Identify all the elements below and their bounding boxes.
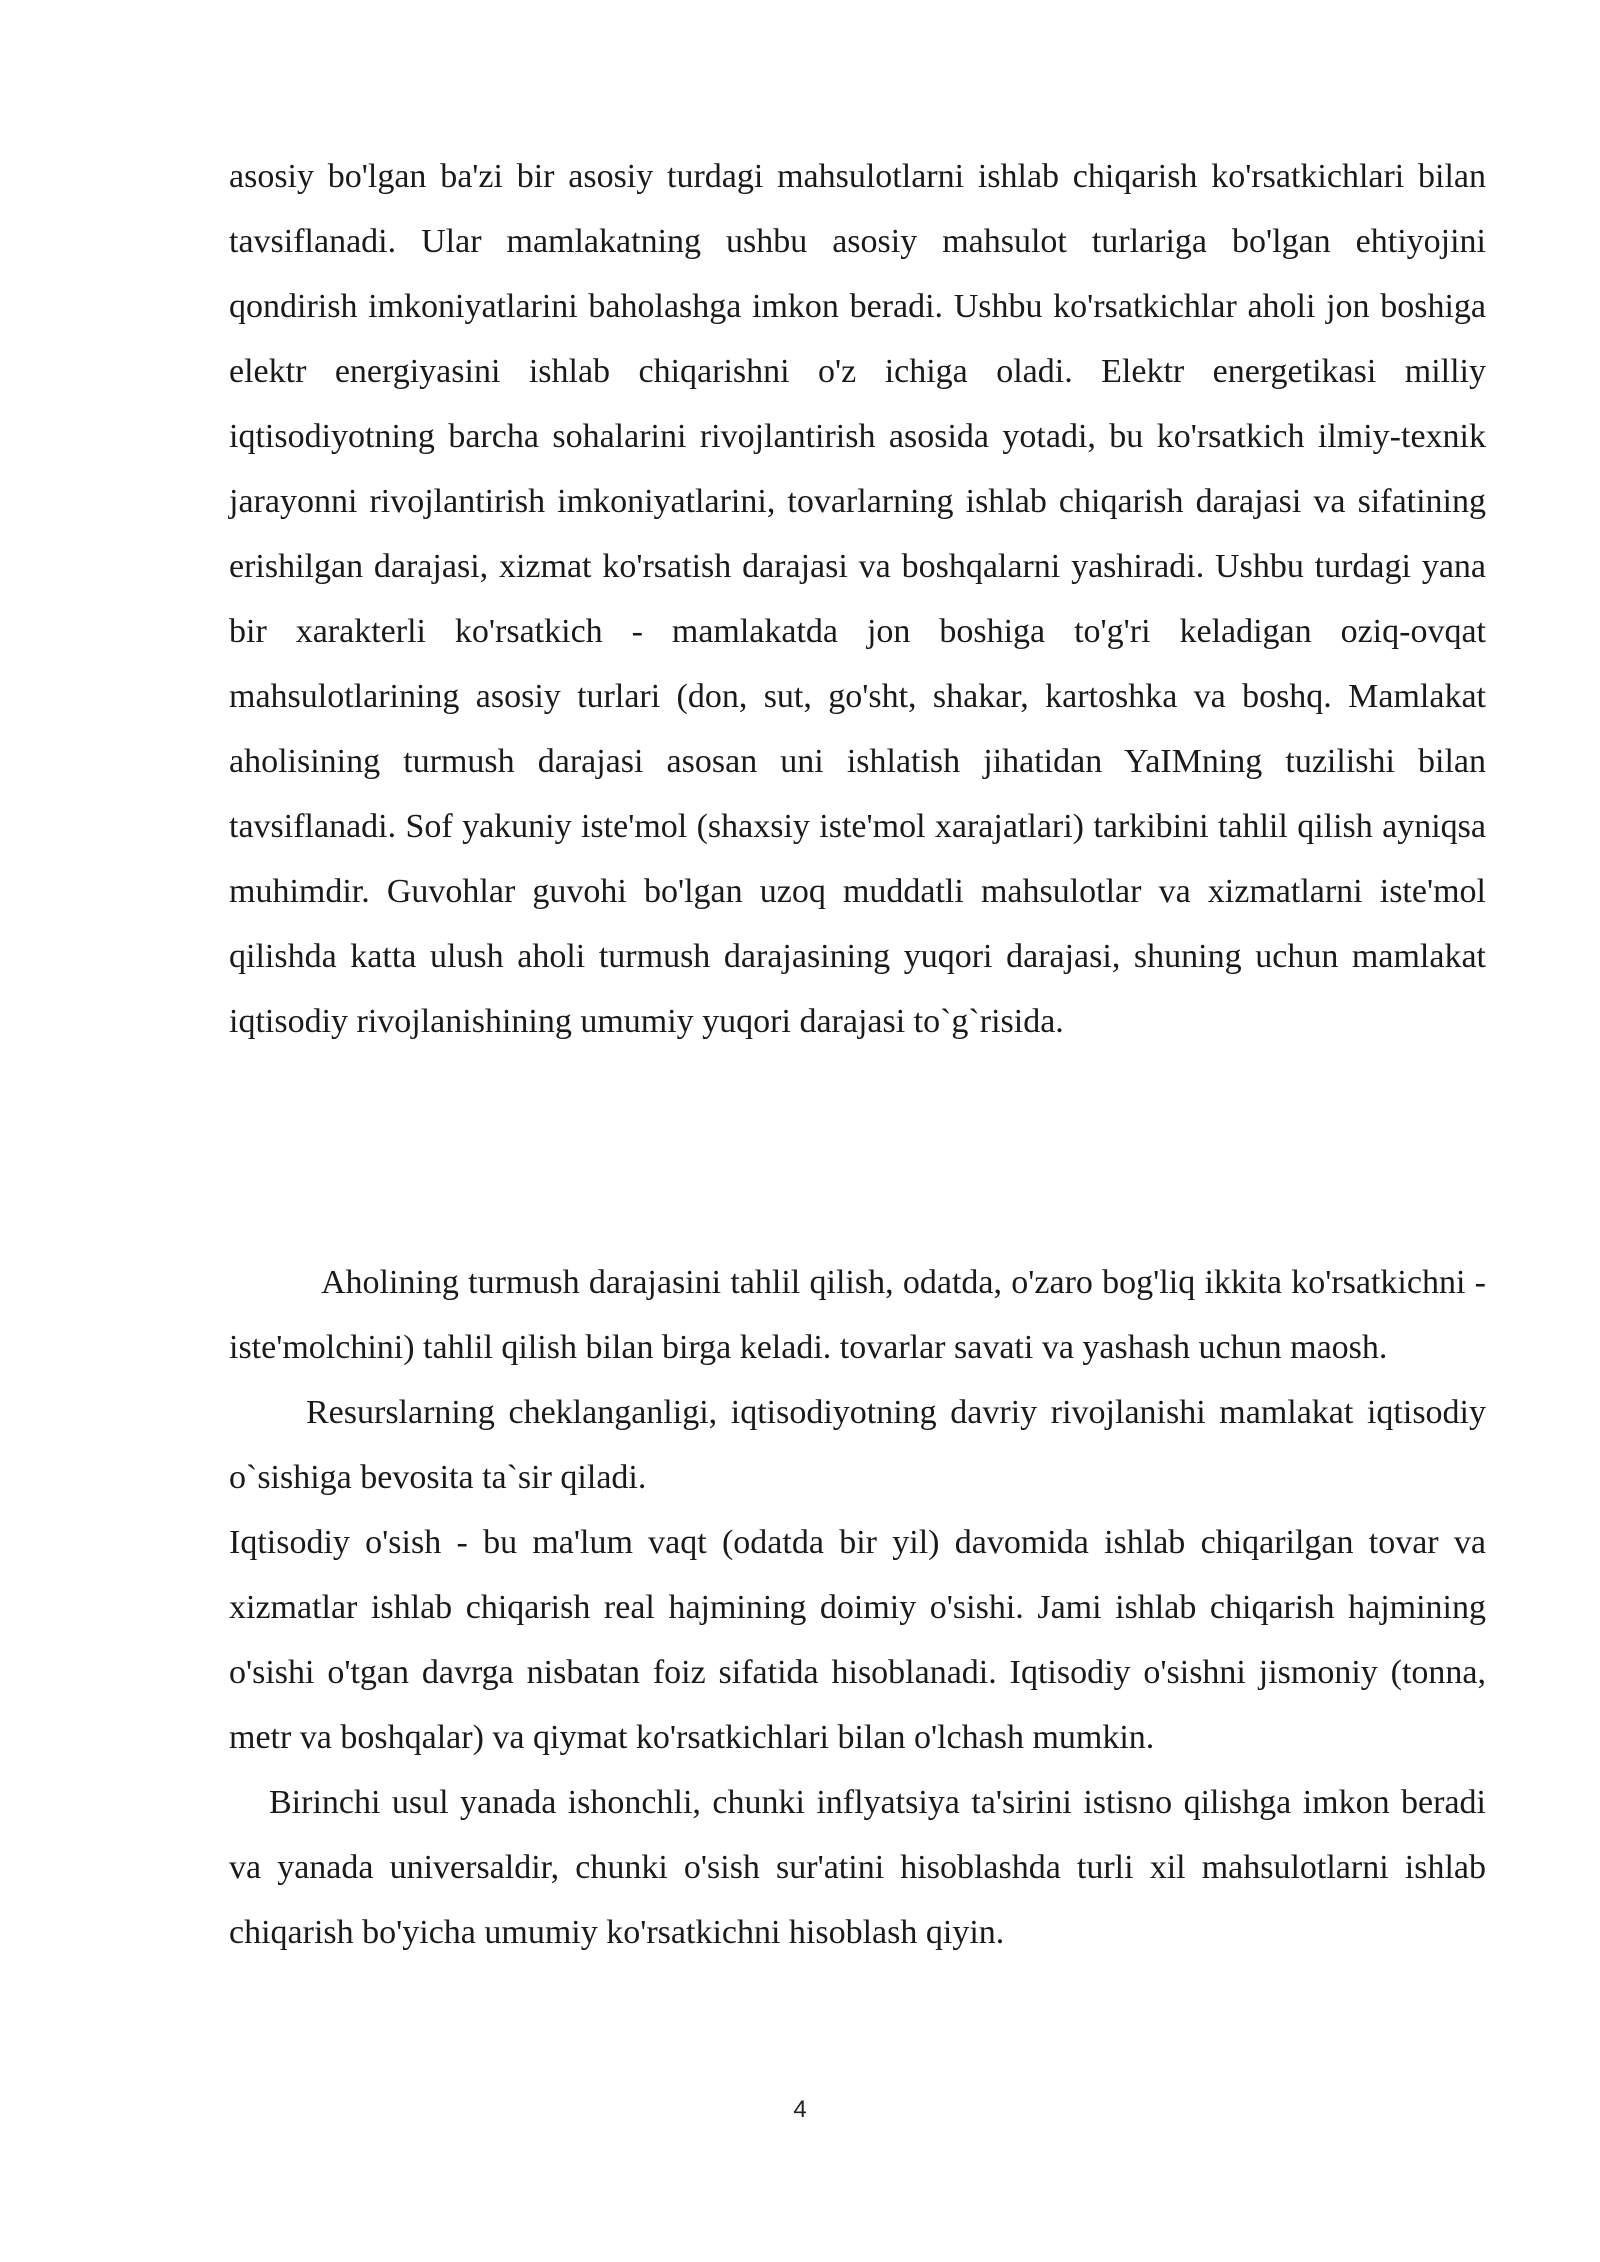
paragraph-2: Aholining turmush darajasini tahlil qilish, odatda, o'zaro bog'liq ikkita ko'rsatkichni - iste'molchini) tahlil qilish bilan birga keladi. tovarlar savati va yashash uchun maosh.	[229, 1264, 1486, 1366]
page-number: 4	[793, 2096, 807, 2123]
paragraph-4: Iqtisodiy o'sish - bu ma'lum vaqt (odatda bir yil) davomida ishlab chiqarilgan tovar va xizmatlar ishlab chiqarish real hajmining doimiy o'sishi. Jami ishlab chiqarish hajmining o'sishi o'tgan davrga nisbatan foiz sifatida hisoblanadi. Iqtisodiy o'sishni jismoniy (tonna, metr va boshqalar) va qiymat ko'rsatkichlari bilan o'lchash mumkin.	[229, 1524, 1486, 1756]
paragraph-5: Birinchi usul yanada ishonchli, chunki inflyatsiya ta'sirini istisno qilishga imkon beradi va yanada universaldir, chunki o'sish sur'atini hisoblashda turli xil mahsulotlarni ishlab chiqarish bo'yicha umumiy ko'rsatkichni hisoblash qiyin.	[229, 1784, 1486, 1951]
paragraph-1: asosiy bo'lgan ba'zi bir asosiy turdagi mahsulotlarni ishlab chiqarish ko'rsatkichlari bilan tavsiflanadi. Ular mamlakatning ushbu asosiy mahsulot turlariga bo'lgan ehtiyojini qondirish imkoniyatlarini baholashga imkon beradi. Ushbu ko'rsatkichlar aholi jon boshiga elektr energiyasini ishlab chiqarishni o'z ichiga oladi. Elektr energetikasi milliy iqtisodiyotning barcha sohalarini rivojlantirish asosida yotadi, bu ko'rsatkich ilmiy-texnik jarayonni rivojlantirish imkoniyatlarini, tovarlarning ishlab chiqarish darajasi va sifatining erishilgan darajasi, xizmat ko'rsatish darajasi va boshqalarni yashiradi. Ushbu turdagi yana bir xarakterli ko'rsatkich - mamlakatda jon boshiga to'g'ri keladigan oziq-ovqat mahsulotlarining asosiy turlari (don, sut, go'sht, shakar, kartoshka va boshq. Mamlakat aholisining turmush darajasi asosan uni ishlatish jihatidan YaIMning tuzilishi bilan tavsiflanadi. Sof yakuniy iste'mol (shaxsiy iste'mol xarajatlari) tarkibini tahlil qilish ayniqsa muhimdir. Guvohlar guvohi bo'lgan uzoq muddatli mahsulotlar va xizmatlarni iste'mol qilishda katta ulush aholi turmush darajasining yuqori darajasi, shuning uchun mamlakat iqtisodiy rivojlanishining umumiy yuqori darajasi to`g`risida.	[229, 158, 1486, 1040]
paragraph-3: Resurslarning cheklanganligi, iqtisodiyotning davriy rivojlanishi mamlakat iqtisodiy o`sishiga bevosita ta`sir qiladi.	[229, 1394, 1486, 1496]
text-block-bottom	[229, 1250, 1486, 1965]
text-block-top	[229, 144, 1486, 1054]
